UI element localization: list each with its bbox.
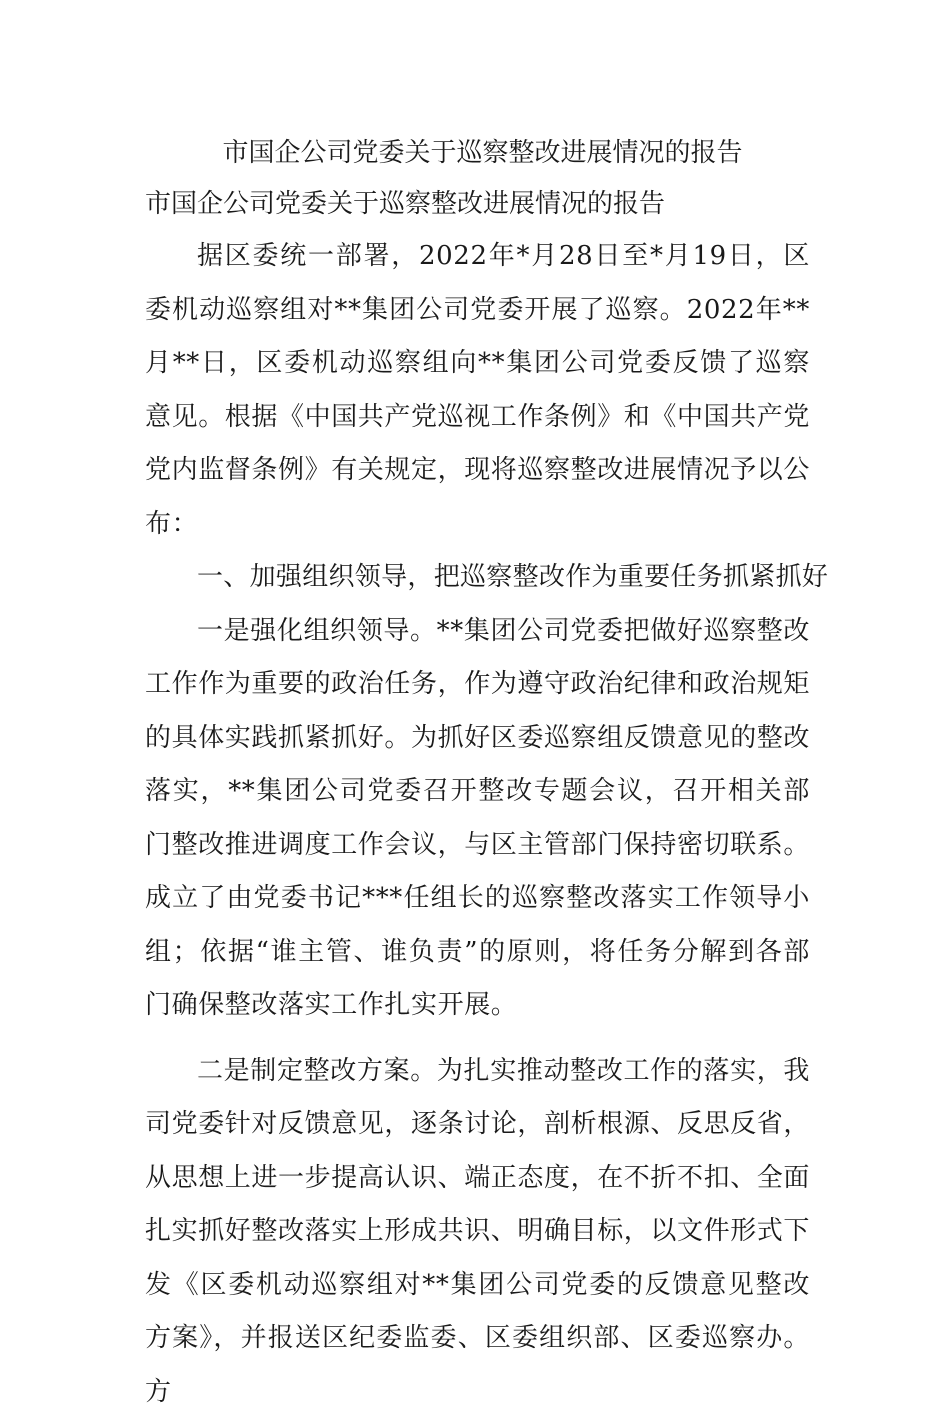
document-title: 市国企公司党委关于巡察整改进展情况的报告	[145, 128, 810, 178]
body-paragraph-organization: 一是强化组织领导。**集团公司党委把做好巡察整改工作作为重要的政治任务，作为遵守政治纪律和政治规矩的具体实践抓紧抓好。为抓好区委巡察组反馈意见的整改落实，**集团公司党委召开整改专题会议，召开相关部门整改推进调度工作会议，与区主管部门保持密切联系。成立了由党委书记***任组长的巡察整改落实工作领导小组；依据“谁主管、谁负责”的原则，将任务分解到各部门确保整改落实工作扎实开展。	[145, 605, 810, 1033]
body-paragraph-plan: 二是制定整改方案。为扎实推动整改工作的落实，我司党委针对反馈意见，逐条讨论，剖析根源、反思反省，从思想上进一步提高认识、端正态度，在不折不扣、全面扎实抓好整改落实上形成共识、明确目标，以文件形式下发《区委机动巡察组对**集团公司党委的反馈意见整改方案》，并报送区纪委监委、区委组织部、区委巡察办。方	[145, 1045, 810, 1419]
intro-paragraph: 据区委统一部署，2022年*月28日至*月19日，区委机动巡察组对**集团公司党委开展了巡察。2022年**月**日，区委机动巡察组向**集团公司党委反馈了巡察意见。根据《中国共产党巡视工作条例》和《中国共产党党内监督条例》有关规定，现将巡察整改进展情况予以公布：	[145, 230, 810, 551]
document-subtitle: 市国企公司党委关于巡察整改进展情况的报告	[145, 178, 810, 230]
document-body	[145, 128, 810, 1419]
section-heading: 一、加强组织领导，把巡察整改作为重要任务抓紧抓好	[145, 551, 810, 605]
